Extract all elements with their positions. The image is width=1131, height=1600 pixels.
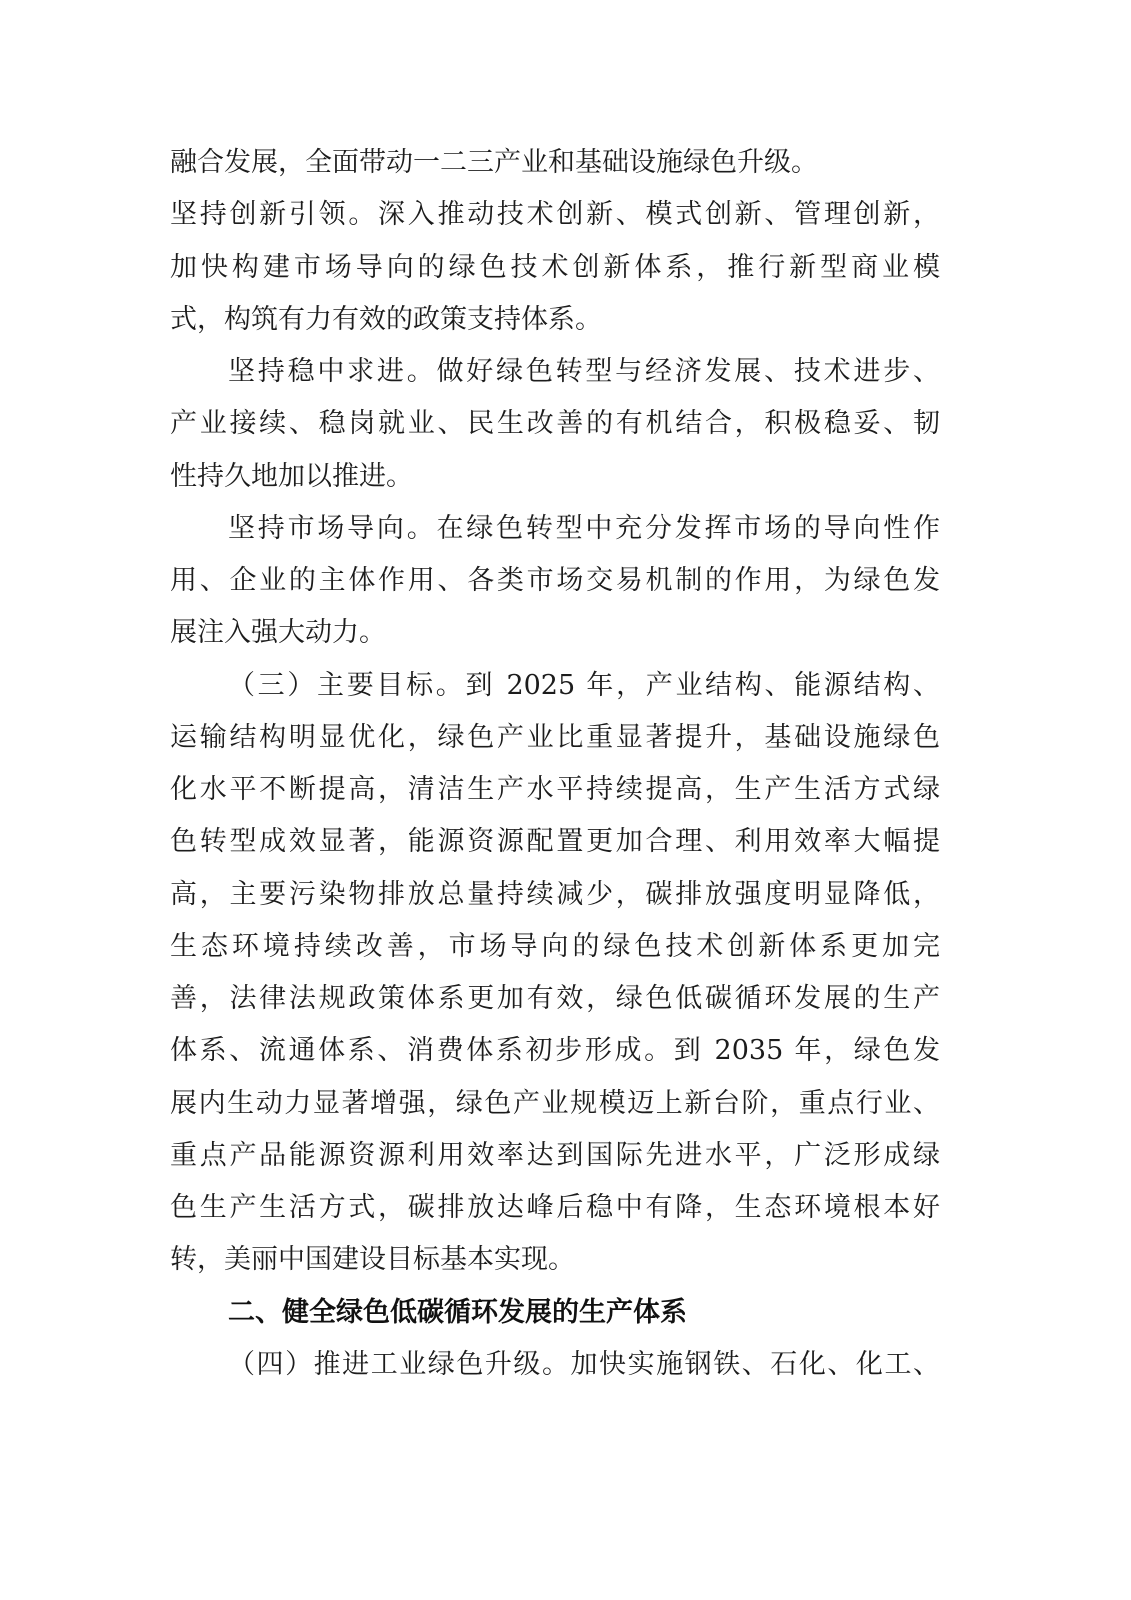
paragraph bbox=[170, 1339, 940, 1391]
text-line: 善，法律法规政策体系更加有效，绿色低碳循环发展的生产 bbox=[170, 983, 940, 1014]
text-line: 加快构建市场导向的绿色技术创新体系，推行新型商业模 bbox=[170, 251, 940, 283]
text-line: 展内生动力显著增强，绿色产业规模迈上新台阶，重点行业、 bbox=[170, 1087, 940, 1119]
text-line: 式，构筑有力有效的政策支持体系。 bbox=[170, 303, 602, 335]
paragraph bbox=[170, 503, 940, 660]
text-line: 生态环境持续改善，市场导向的绿色技术创新体系更加完 bbox=[170, 930, 940, 962]
paragraph bbox=[170, 137, 940, 189]
text-line: 体系、流通体系、消费体系初步形成。到 2035 年，绿色发 bbox=[170, 1035, 940, 1067]
section-heading: 二、健全绿色低碳循环发展的生产体系 bbox=[228, 1296, 687, 1328]
text-line: 色转型成效显著，能源资源配置更加合理、利用效率大幅提 bbox=[170, 826, 940, 858]
text-line: 产业接续、稳岗就业、民生改善的有机结合，积极稳妥、韧 bbox=[170, 408, 940, 440]
text-line: 高，主要污染物排放总量持续减少，碳排放强度明显降低， bbox=[170, 878, 940, 910]
text-line: （三）主要目标。到 2025 年，产业结构、能源结构、 bbox=[228, 669, 940, 701]
text-line: 融合发展，全面带动一二三产业和基础设施绿色升级。 bbox=[170, 147, 818, 178]
paragraph bbox=[170, 189, 940, 346]
text-line: 性持久地加以推进。 bbox=[170, 460, 413, 492]
paragraph bbox=[170, 660, 940, 1287]
text-line: 用、企业的主体作用、各类市场交易机制的作用，为绿色发 bbox=[170, 565, 940, 596]
text-line: 坚持市场导向。在绿色转型中充分发挥市场的导向性作 bbox=[228, 512, 940, 544]
text-line: 色生产生活方式，碳排放达峰后稳中有降，生态环境根本好 bbox=[170, 1192, 940, 1223]
paragraph bbox=[170, 346, 940, 503]
text-line: 重点产品能源资源利用效率达到国际先进水平，广泛形成绿 bbox=[170, 1139, 940, 1171]
text-line: 运输结构明显优化，绿色产业比重显著提升，基础设施绿色 bbox=[170, 721, 940, 753]
document-body bbox=[170, 137, 940, 1391]
text-line: （四）推进工业绿色升级。加快实施钢铁、石化、化工、 bbox=[228, 1348, 940, 1380]
text-line: 化水平不断提高，清洁生产水平持续提高，生产生活方式绿 bbox=[170, 774, 940, 805]
text-line: 坚持创新引领。深入推动技术创新、模式创新、管理创新， bbox=[170, 199, 940, 231]
text-line: 展注入强大动力。 bbox=[170, 617, 386, 649]
text-line: 转，美丽中国建设目标基本实现。 bbox=[170, 1244, 575, 1276]
text-line: 坚持稳中求进。做好绿色转型与经济发展、技术进步、 bbox=[228, 356, 940, 387]
